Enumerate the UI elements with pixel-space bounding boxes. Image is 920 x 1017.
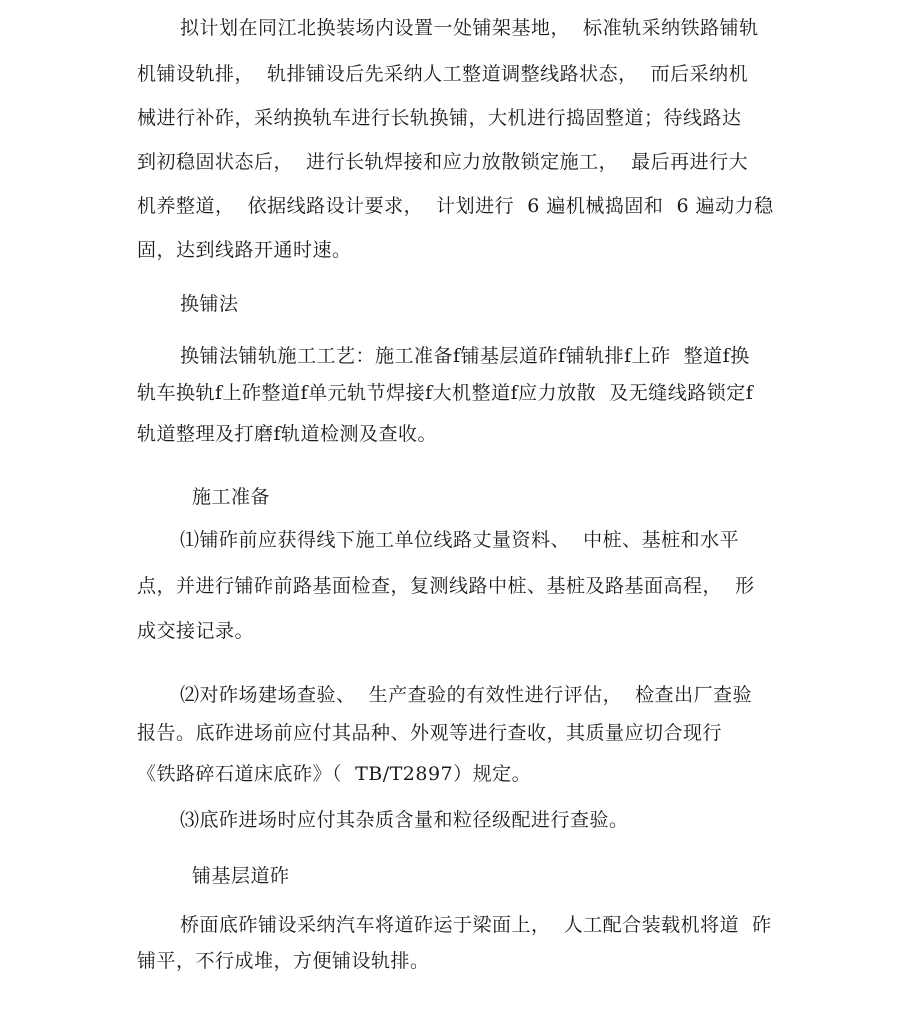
paragraph-line: 桥面底砟铺设采纳汽车将道砟运于梁面上， 人工配合装载机将道 砟 [180, 914, 772, 936]
paragraph-line: 到初稳固状态后， 进行长轨焊接和应力放散锁定施工， 最后再进行大 [137, 151, 749, 173]
paragraph-line: 拟计划在同江北换装场内设置一处铺架基地， 标准轨采纳铁路铺轨 [180, 17, 759, 39]
list-item-line: ⑶底砟进场时应付其杂质含量和粒径级配进行查验。 [180, 809, 629, 831]
list-item-line: ⑵对砟场建场查验、 生产查验的有效性进行评估， 检查出厂查验 [180, 684, 753, 706]
list-item-line: 《铁路碎石道床底砟》（ TB/T2897）规定。 [137, 763, 532, 785]
section-heading: 铺基层道砟 [192, 865, 290, 887]
paragraph-line: 械进行补砟，采纳换轨车进行长轨换铺，大机进行捣固整道；待线路达 [137, 107, 742, 129]
list-item-line: 报告。底砟进场前应付其品种、外观等进行查收，其质量应切合现行 [137, 722, 723, 744]
section-heading: 换铺法 [180, 293, 239, 315]
section-heading: 施工准备 [192, 486, 271, 508]
paragraph-line: 轨道整理及打磨f轨道检测及查收。 [137, 423, 438, 445]
paragraph-line: 铺平，不行成堆，方便铺设轨排。 [137, 950, 430, 972]
paragraph-line: 换铺法铺轨施工工艺：施工准备f铺基层道砟f铺轨排f上砟 整道f换 [180, 345, 750, 367]
paragraph-line: 轨车换轨f上砟整道f单元轨节焊接f大机整道f应力放散 及无缝线路锁定f [137, 382, 754, 404]
list-item-line: 点，并进行铺砟前路基面检查，复测线路中桩、基桩及路基面高程， 形 [137, 575, 755, 597]
paragraph-line: 机铺设轨排， 轨排铺设后先采纳人工整道调整线路状态， 而后采纳机 [137, 63, 749, 85]
list-item-line: ⑴铺砟前应获得线下施工单位线路丈量资料、 中桩、基桩和水平 [180, 529, 740, 551]
paragraph-line: 机养整道， 依据线路设计要求， 计划进行 6 遍机械捣固和 6 遍动力稳 [137, 195, 774, 217]
list-item-line: 成交接记录。 [137, 620, 255, 642]
paragraph-line: 固，达到线路开通时速。 [137, 239, 352, 261]
